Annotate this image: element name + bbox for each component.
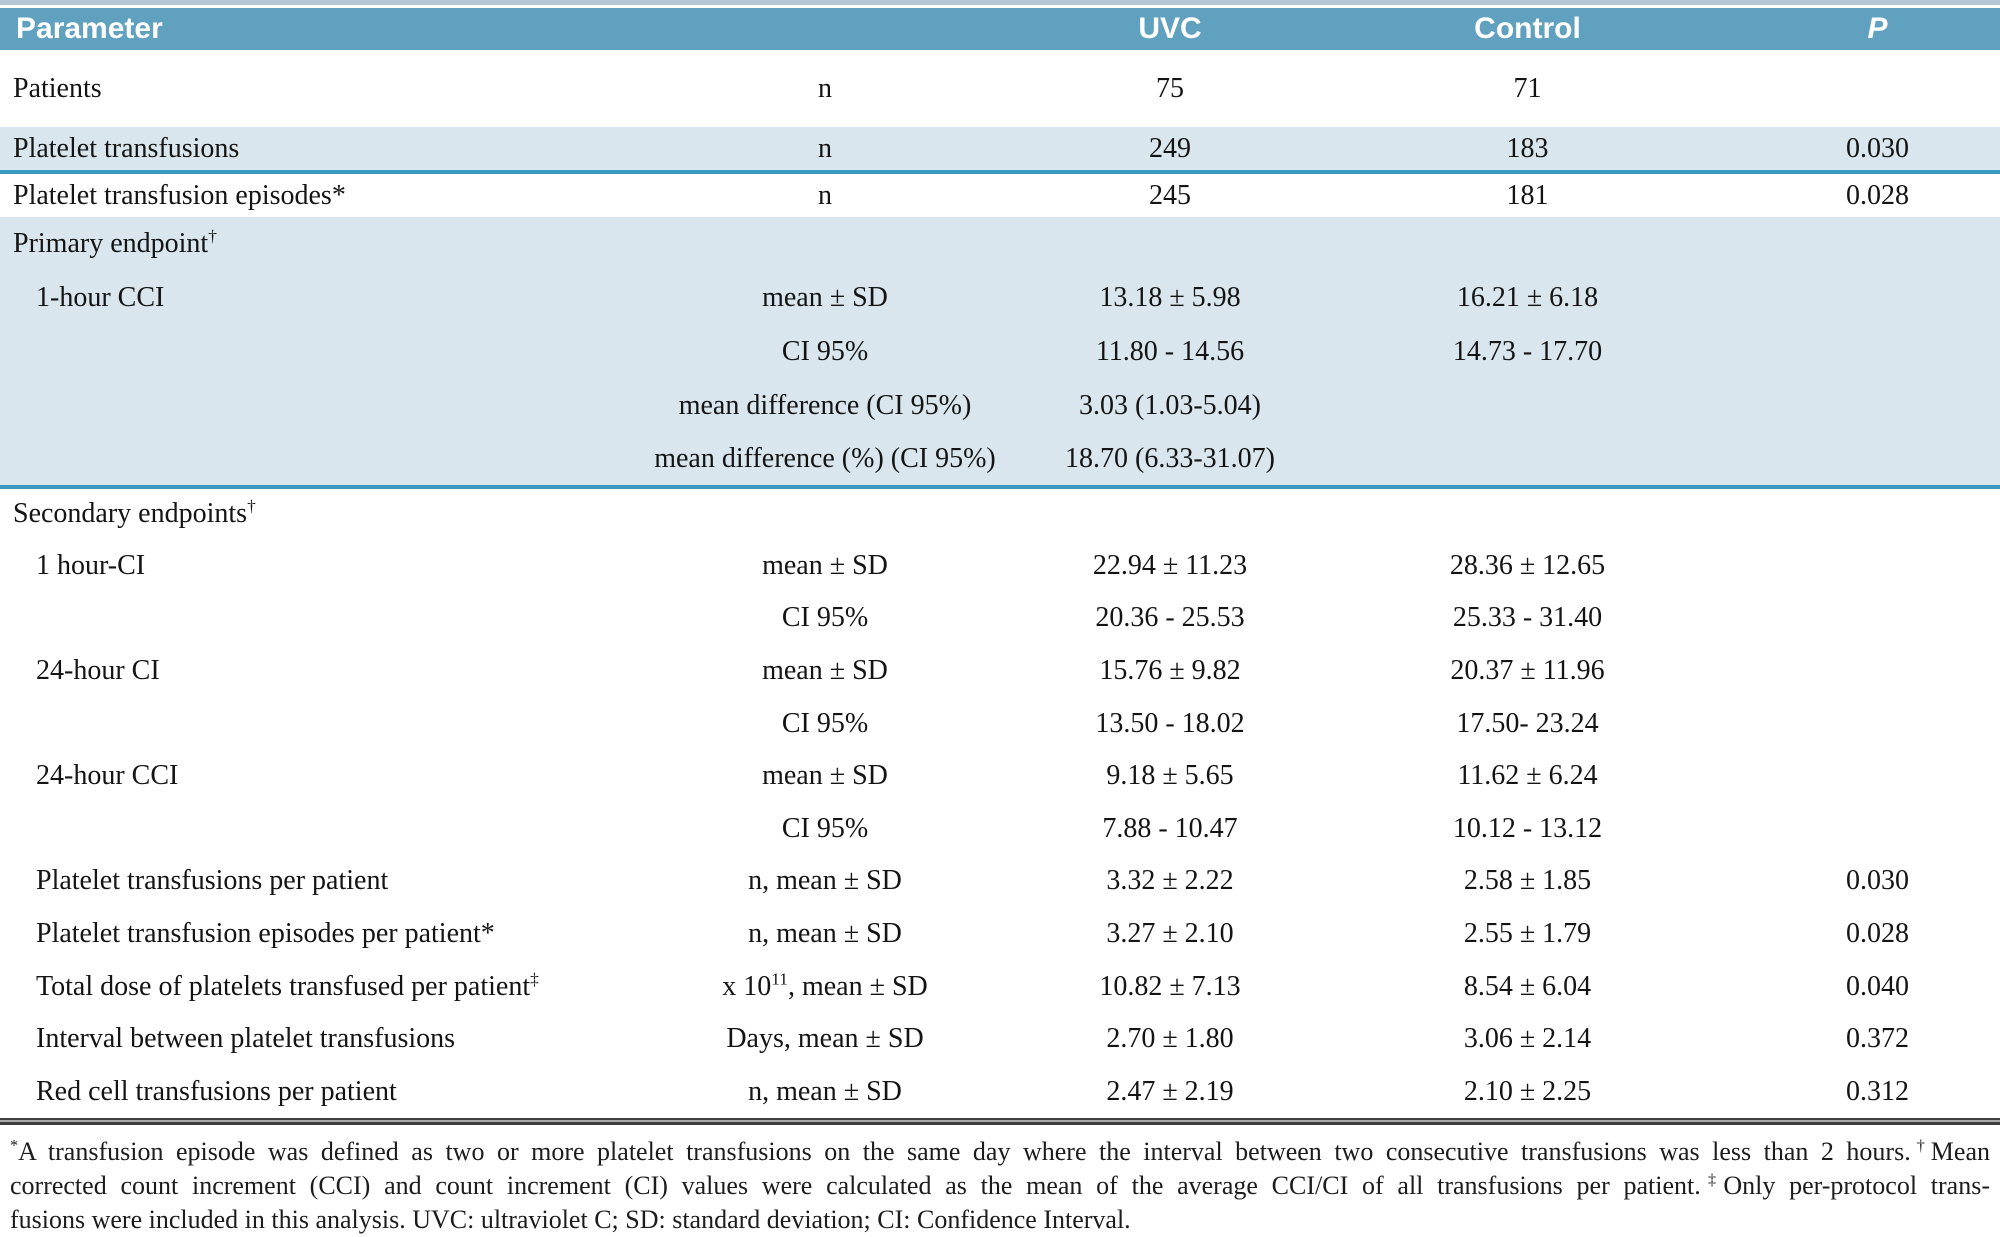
param-cell [0, 697, 610, 750]
table-row [0, 172, 2000, 217]
param-cell: Secondary endpoints† [13, 496, 256, 530]
control-cell: 10.12 - 13.12 [1452, 812, 1603, 844]
param-cell: 24-hour CI [36, 655, 160, 687]
table-row [0, 592, 2000, 645]
control-cell: 2.10 ± 2.25 [1463, 1075, 1592, 1107]
p-cell [1755, 379, 2000, 433]
table-row [0, 645, 2000, 698]
param-cell: Total dose of platelets transfused per patient‡ [36, 969, 539, 1002]
uvc-cell: 15.76 ± 9.82 [1099, 655, 1241, 687]
control-cell [1300, 433, 1755, 487]
uvc-cell: 3.27 ± 2.10 [1106, 918, 1234, 950]
stat-cell: mean ± SD [610, 271, 1040, 325]
p-cell [1755, 50, 2000, 127]
control-cell: 3.06 ± 2.14 [1463, 1023, 1592, 1055]
table-row [0, 127, 2000, 172]
p-cell [1755, 592, 2000, 645]
stat-cell: mean difference (%) (CI 95%) [610, 433, 1040, 487]
uvc-cell: 9.18 ± 5.65 [1106, 760, 1234, 792]
table-row [0, 433, 2000, 487]
p-cell: 0.030 [1755, 127, 2000, 172]
col-header-p: P [1755, 8, 2000, 50]
param-cell [0, 379, 610, 433]
param-cell: Platelet transfusions per patient [36, 865, 389, 897]
uvc-cell: 249 [1040, 127, 1300, 172]
control-cell: 2.58 ± 1.85 [1463, 865, 1592, 897]
control-cell: 25.33 - 31.40 [1452, 602, 1603, 634]
control-cell [1300, 487, 1755, 540]
uvc-cell: 2.47 ± 2.19 [1106, 1075, 1234, 1107]
control-cell: 183 [1300, 127, 1755, 172]
stat-cell: CI 95% [781, 707, 869, 739]
table-row [0, 540, 2000, 593]
uvc-cell: 3.03 (1.03-5.04) [1040, 379, 1300, 433]
uvc-cell: 10.82 ± 7.13 [1099, 970, 1241, 1002]
stat-cell: CI 95% [781, 812, 869, 844]
control-cell [1300, 217, 1755, 271]
table-row [0, 750, 2000, 803]
control-cell: 181 [1506, 179, 1549, 211]
stat-cell [610, 217, 1040, 271]
control-cell: 71 [1513, 72, 1542, 104]
param-cell: Platelet transfusion episodes* [13, 179, 346, 211]
param-cell: Platelet transfusion episodes per patient* [36, 918, 495, 950]
top-rule [0, 0, 2000, 5]
uvc-cell: 18.70 (6.33-31.07) [1040, 433, 1300, 487]
uvc-cell [1040, 487, 1300, 540]
table-row [0, 217, 2000, 271]
uvc-cell: 7.88 - 10.47 [1102, 812, 1238, 844]
uvc-cell [1040, 217, 1300, 271]
bottom-rule [0, 1118, 2000, 1125]
control-cell: 14.73 - 17.70 [1300, 325, 1755, 379]
table-row [0, 855, 2000, 908]
uvc-cell: 11.80 - 14.56 [1040, 325, 1300, 379]
stat-cell: n [610, 127, 1040, 172]
control-cell: 16.21 ± 6.18 [1300, 271, 1755, 325]
p-cell [1755, 325, 2000, 379]
stat-cell: n, mean ± SD [748, 918, 902, 950]
stat-cell: n [818, 179, 832, 211]
param-cell: Red cell transfusions per patient [36, 1075, 397, 1107]
footnotes [0, 1125, 2000, 1237]
stat-cell: mean ± SD [762, 760, 888, 792]
stat-cell: CI 95% [781, 602, 869, 634]
stat-cell: mean ± SD [762, 549, 888, 581]
uvc-cell: 13.50 - 18.02 [1095, 707, 1245, 739]
p-cell: 0.040 [1846, 970, 1909, 1002]
p-cell: 0.028 [1846, 179, 1909, 211]
table-header [0, 8, 2000, 50]
p-cell: 0.372 [1846, 1023, 1909, 1055]
stat-cell: n, mean ± SD [748, 865, 902, 897]
p-cell: 0.028 [1846, 918, 1909, 950]
stat-cell [610, 487, 1040, 540]
table-row [0, 50, 2000, 127]
control-cell: 2.55 ± 1.79 [1463, 918, 1592, 950]
table-row [0, 1013, 2000, 1066]
control-cell: 20.37 ± 11.96 [1450, 655, 1605, 687]
param-cell: Interval between platelet transfusions [36, 1023, 456, 1055]
footnote-line: *A transfusion episode was defined as two or more platelet transfusions on the same day where the interval between two consecutive transfusions was less than 2 hours.†Mean [10, 1137, 1990, 1167]
stat-cell: x $10^{11}$, mean ± SD [722, 969, 928, 1002]
uvc-cell: 13.18 ± 5.98 [1040, 271, 1300, 325]
stat-cell: CI 95% [610, 325, 1040, 379]
p-cell [1755, 645, 2000, 698]
p-cell [1755, 217, 2000, 271]
results-table [0, 8, 2000, 1118]
p-cell [1755, 487, 2000, 540]
stat-cell: mean difference (CI 95%) [610, 379, 1040, 433]
table-row [0, 271, 2000, 325]
uvc-cell: 3.32 ± 2.22 [1106, 865, 1234, 897]
col-header-stat [610, 8, 1040, 50]
footnote-line: fusions were included in this analysis. UVC: ultraviolet C; SD: standard deviation; CI: Confidence Interval. [10, 1205, 1131, 1235]
p-cell [1755, 803, 2000, 856]
p-cell: 0.312 [1846, 1075, 1909, 1107]
table-body [0, 50, 2000, 1118]
table-row [0, 803, 2000, 856]
table-row [0, 960, 2000, 1013]
footnote-line: corrected count increment (CCI) and count increment (CI) values were calculated as the mean of the average CCI/CI of all transfusions per patient.‡Only per-protocol trans- [10, 1171, 1990, 1201]
table-row [0, 379, 2000, 433]
control-cell: 17.50- 23.24 [1456, 707, 1599, 739]
param-cell [0, 325, 610, 379]
control-cell: 11.62 ± 6.24 [1457, 760, 1598, 792]
param-cell: Patients [13, 72, 102, 104]
header-row [0, 8, 2000, 50]
uvc-cell: 75 [1156, 72, 1184, 104]
control-cell: 8.54 ± 6.04 [1463, 970, 1592, 1002]
uvc-cell: 2.70 ± 1.80 [1106, 1023, 1234, 1055]
p-cell [1755, 271, 2000, 325]
stat-cell: mean ± SD [762, 655, 888, 687]
uvc-cell: 245 [1149, 179, 1191, 211]
param-cell: 1-hour CCI [0, 271, 610, 325]
param-cell [0, 803, 610, 856]
stat-cell: Days, mean ± SD [726, 1023, 924, 1055]
stat-cell: n [818, 72, 832, 104]
stat-cell: n, mean ± SD [748, 1075, 902, 1107]
param-cell [0, 433, 610, 487]
param-cell: 1 hour-CI [36, 549, 146, 581]
table-row [0, 908, 2000, 961]
col-header-control: Control [1300, 8, 1755, 50]
param-cell: Platelet transfusions [0, 127, 610, 172]
control-cell: 28.36 ± 12.65 [1449, 549, 1606, 581]
p-cell [1755, 540, 2000, 593]
uvc-cell: 20.36 - 25.53 [1095, 602, 1245, 634]
table-row [0, 325, 2000, 379]
table-row [0, 697, 2000, 750]
p-cell [1755, 750, 2000, 803]
p-cell [1755, 697, 2000, 750]
p-cell: 0.030 [1846, 865, 1909, 897]
param-cell: Primary endpoint† [0, 217, 610, 271]
table-row [0, 487, 2000, 540]
uvc-cell: 22.94 ± 11.23 [1092, 549, 1248, 581]
col-header-parameter: Parameter [0, 8, 610, 50]
param-cell: 24-hour CCI [36, 760, 179, 792]
table-row [0, 1066, 2000, 1119]
p-cell [1755, 433, 2000, 487]
col-header-uvc: UVC [1040, 8, 1300, 50]
control-cell [1300, 379, 1755, 433]
param-cell [0, 592, 610, 645]
